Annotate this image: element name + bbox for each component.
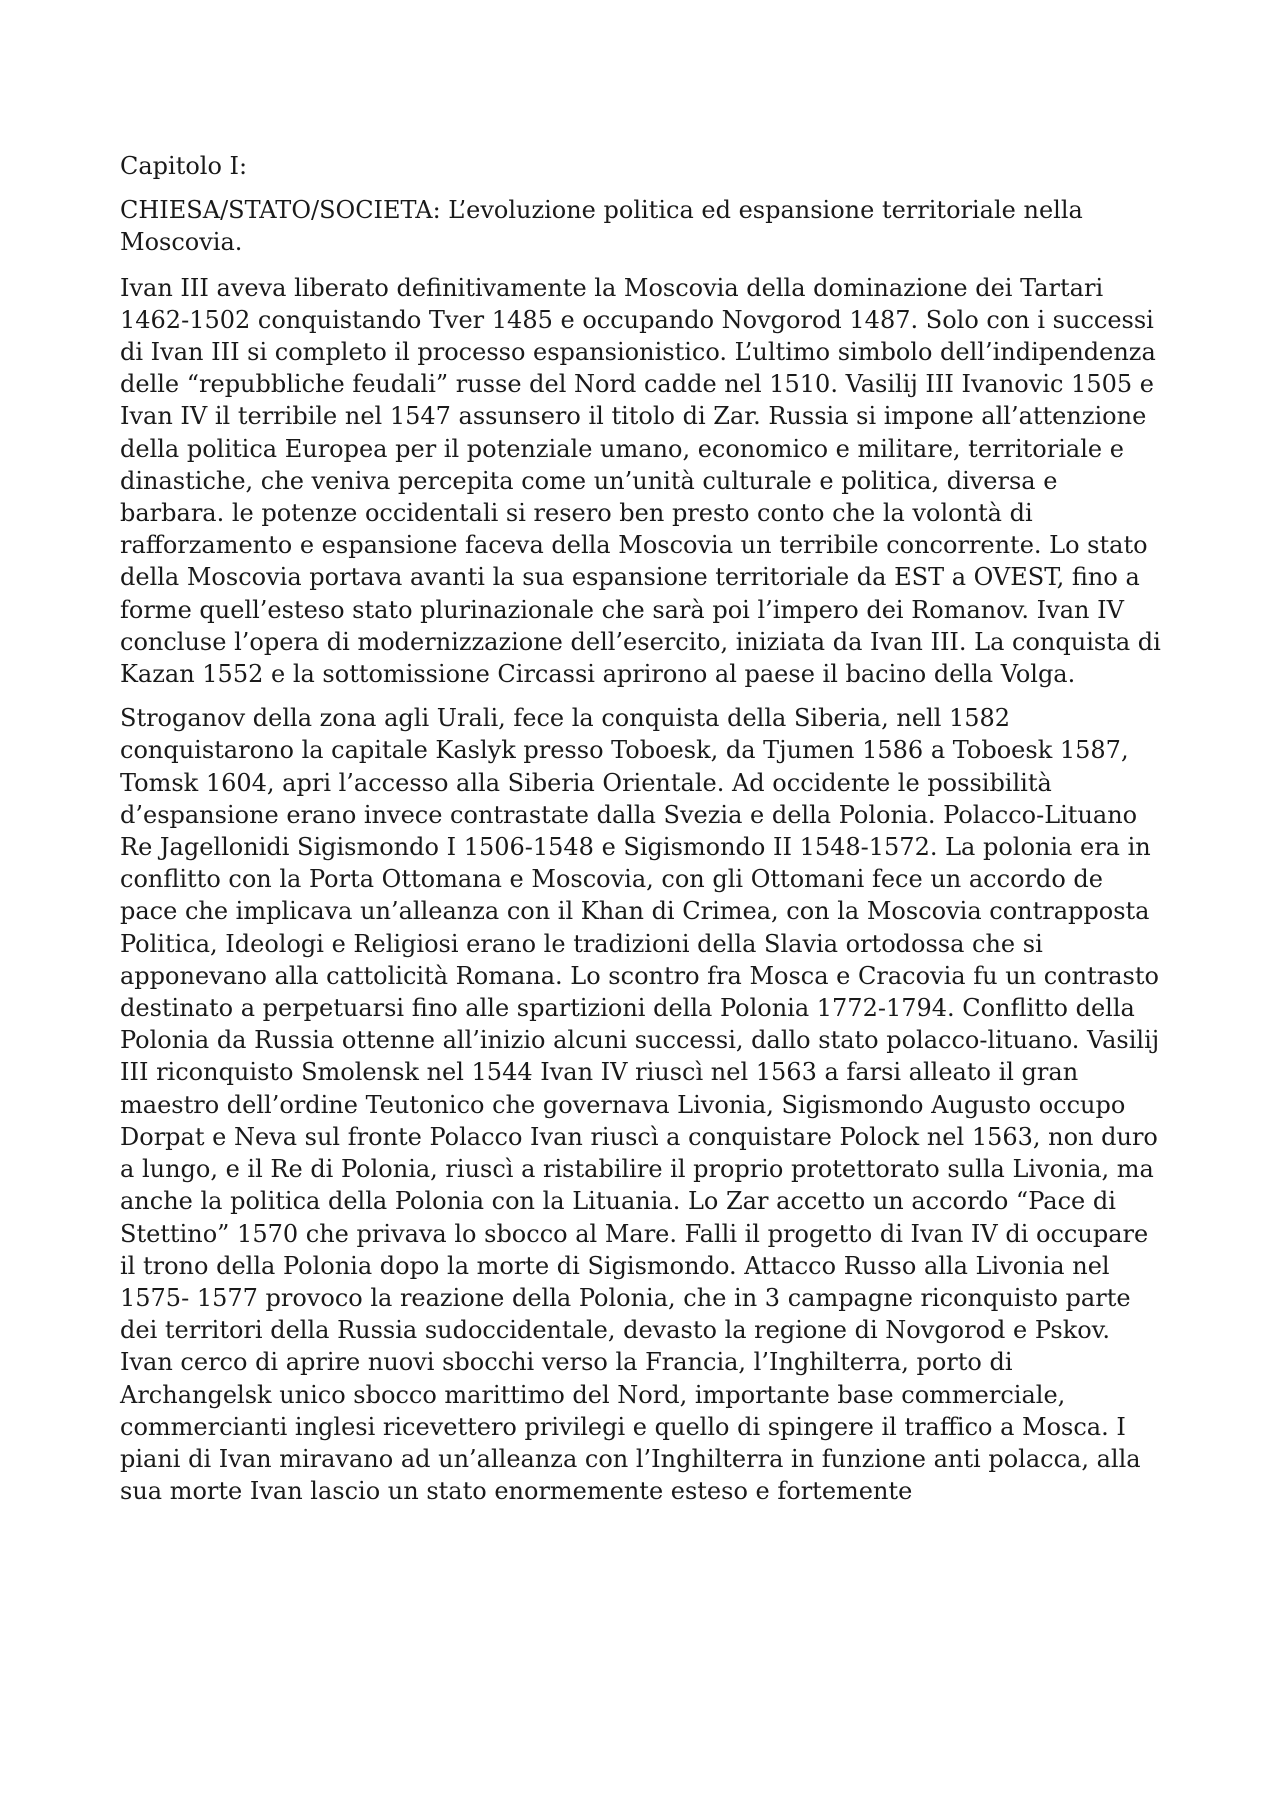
paragraph: Ivan III aveva liberato definitivamente la Moscovia della dominazione dei Tartari 1462-1502 conquistando Tver 1485 e occupando Novgorod 1487. Solo con i successi di Ivan III si completo il processo espansionistico. L’ultimo simbolo dell’indipendenza delle “repubbliche feudali” russe del Nord cadde nel 1510. Vasilij III Ivanovic 1505 e Ivan IV il terribile nel 1547 assunsero il titolo di Zar. Russia si impone all’attenzione della politica Europea per il potenziale umano, economico e militare, territoriale e dinastiche, che veniva percepita come un’unità culturale e politica, diversa e barbara. le potenze occidentali si resero ben presto conto che la volontà di rafforzamento e espansione faceva della Moscovia un terribile concorrente. Lo stato della Moscovia portava avanti la sua espansione territoriale da EST a OVEST, fino a forme quell’esteso stato plurinazionale che sarà poi l’impero dei Romanov. Ivan IV concluse l’opera di modernizzazione dell’esercito, iniziata da Ivan III. La conquista di Kazan 1552 e la sottomissione Circassi aprirono al paese il bacino della Volga. <box>120 273 1161 689</box>
paragraph: Stroganov della zona agli Urali, fece la conquista della Siberia, nell 1582 conquistarono la capitale Kaslyk presso Toboesk, da Tjumen 1586 a Toboesk 1587, Tomsk 1604, apri l’accesso alla Siberia Orientale. Ad occidente le possibilità d’espansione erano invece contrastate dalla Svezia e della Polonia. Polacco-Lituano Re Jagellonidi Sigismondo I 1506-1548 e Sigismondo II 1548-1572. La polonia era in conflitto con la Porta Ottomana e Moscovia, con gli Ottomani fece un accordo de pace che implicava un’alleanza con il Khan di Crimea, con la Moscovia contrapposta Politica, Ideologi e Religiosi erano le tradizioni della Slavia ortodossa che si apponevano alla cattolicità Romana. Lo scontro fra Mosca e Cracovia fu un contrasto destinato a perpetuarsi fino alle spartizioni della Polonia 1772-1794. Conflitto della Polonia da Russia ottenne all’inizio alcuni successi, dallo stato polacco-lituano. Vasilij III riconquisto Smolensk nel 1544 Ivan IV riuscì nel 1563 a farsi alleato il gran maestro dell’ordine Teutonico che governava Livonia, Sigismondo Augusto occupo Dorpat e Neva sul fronte Polacco Ivan riuscì a conquistare Polock nel 1563, non duro a lungo, e il Re di Polonia, riuscì a ristabilire il proprio protettorato sulla Livonia, ma anche la politica della Polonia con la Lituania. Lo Zar accetto un accordo “Pace di Stettino” 1570 che privava lo sbocco al Mare. Falli il progetto di Ivan IV di occupare il trono della Polonia dopo la morte di Sigismondo. Attacco Russo alla Livonia nel 1575- 1577 provoco la reazione della Polonia, che in 3 campagne riconquisto parte dei territori della Russia sudoccidentale, devasto la regione di Novgorod e Pskov. Ivan cerco di aprire nuovi sbocchi verso la Francia, l’Inghilterra, porto di Archangelsk unico sbocco marittimo del Nord, importante base commerciale, commercianti inglesi ricevettero privilegi e quello di spingere il traffico a Mosca. I piani di Ivan miravano ad un’alleanza con l’Inghilterra in funzione anti polacca, alla sua morte Ivan lascio un stato enormemente esteso e fortemente <box>120 704 1160 1506</box>
chapter-heading: Capitolo I: <box>120 152 248 180</box>
chapter-subtitle: CHIESA/STATO/SOCIETA: L’evoluzione politica ed espansione territoriale nella Moscovia. <box>120 196 1083 257</box>
